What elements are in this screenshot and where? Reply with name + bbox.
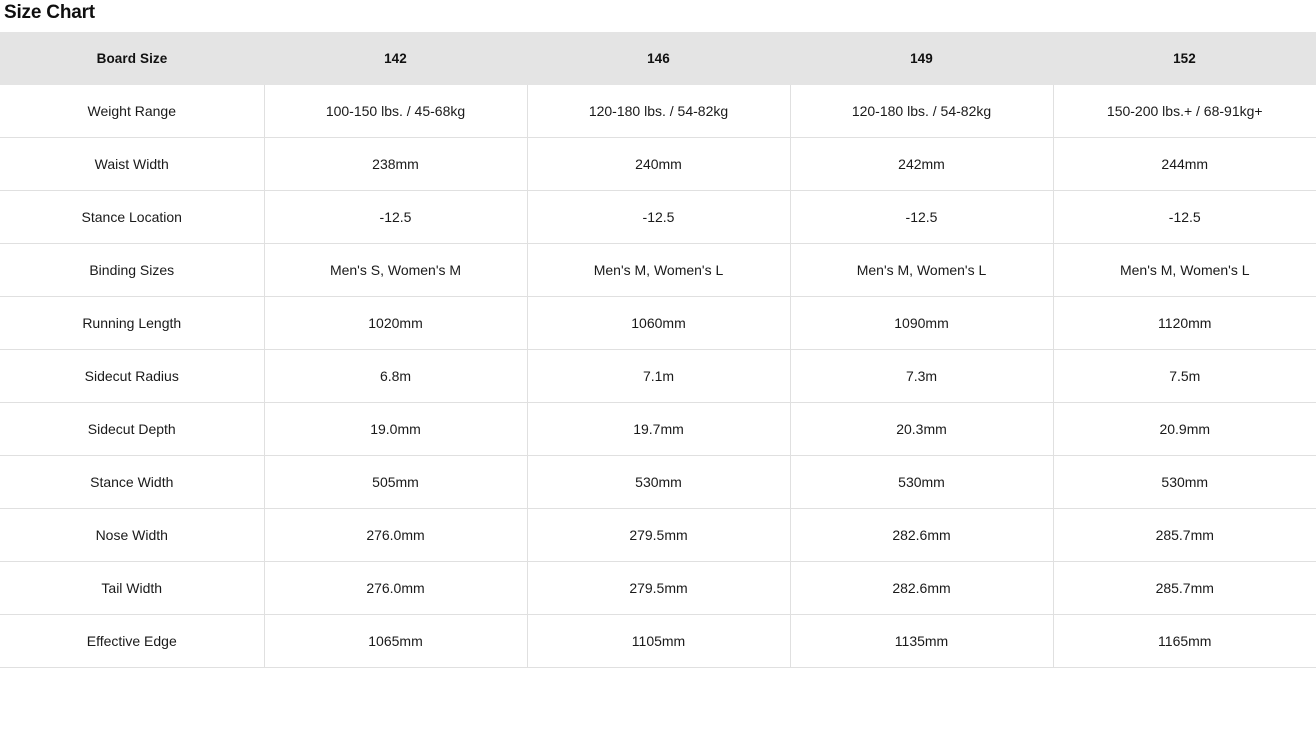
- table-cell: 1020mm: [264, 297, 527, 350]
- table-cell: -12.5: [264, 191, 527, 244]
- row-label: Weight Range: [0, 85, 264, 138]
- table-cell: -12.5: [790, 191, 1053, 244]
- table-cell: 530mm: [527, 456, 790, 509]
- table-cell: 7.3m: [790, 350, 1053, 403]
- table-cell: 1165mm: [1053, 615, 1316, 668]
- table-cell: 120-180 lbs. / 54-82kg: [527, 85, 790, 138]
- table-cell: 282.6mm: [790, 509, 1053, 562]
- table-cell: Men's M, Women's L: [1053, 244, 1316, 297]
- table-row: [0, 244, 1316, 297]
- column-header-152: 152: [1173, 51, 1196, 66]
- table-cell: 238mm: [264, 138, 527, 191]
- table-row: [0, 562, 1316, 615]
- table-row: [0, 403, 1316, 456]
- table-cell: 530mm: [1053, 456, 1316, 509]
- table-cell: 6.8m: [264, 350, 527, 403]
- row-label: Binding Sizes: [0, 244, 264, 297]
- table-cell: 1120mm: [1053, 297, 1316, 350]
- row-label: Waist Width: [0, 138, 264, 191]
- row-label: Running Length: [0, 297, 264, 350]
- table-cell: Men's S, Women's M: [264, 244, 527, 297]
- row-label: Stance Width: [0, 456, 264, 509]
- row-label: Stance Location: [0, 191, 264, 244]
- table-cell: 240mm: [527, 138, 790, 191]
- table-row: [0, 297, 1316, 350]
- table-cell: 276.0mm: [264, 562, 527, 615]
- row-label: Sidecut Radius: [0, 350, 264, 403]
- table-cell: 19.7mm: [527, 403, 790, 456]
- table-cell: 150-200 lbs.+ / 68-91kg+: [1053, 85, 1316, 138]
- column-header-149: 149: [910, 51, 933, 66]
- table-cell: 1090mm: [790, 297, 1053, 350]
- table-row: [0, 85, 1316, 138]
- column-header-142: 142: [384, 51, 407, 66]
- table-cell: 7.5m: [1053, 350, 1316, 403]
- table-cell: -12.5: [527, 191, 790, 244]
- table-cell: 1065mm: [264, 615, 527, 668]
- table-cell: 7.1m: [527, 350, 790, 403]
- table-header-row: [0, 32, 1316, 85]
- table-cell: 279.5mm: [527, 509, 790, 562]
- row-label: Sidecut Depth: [0, 403, 264, 456]
- size-chart-table: [0, 32, 1316, 668]
- table-cell: 19.0mm: [264, 403, 527, 456]
- table-cell: 120-180 lbs. / 54-82kg: [790, 85, 1053, 138]
- table-cell: 1105mm: [527, 615, 790, 668]
- table-row: [0, 138, 1316, 191]
- table-row: [0, 350, 1316, 403]
- table-cell: 20.9mm: [1053, 403, 1316, 456]
- table-body: [0, 85, 1316, 668]
- table-cell: 1135mm: [790, 615, 1053, 668]
- table-row: [0, 615, 1316, 668]
- table-cell: 100-150 lbs. / 45-68kg: [264, 85, 527, 138]
- table-cell: 279.5mm: [527, 562, 790, 615]
- table-cell: 530mm: [790, 456, 1053, 509]
- row-label: Effective Edge: [0, 615, 264, 668]
- table-cell: Men's M, Women's L: [527, 244, 790, 297]
- row-label: Nose Width: [0, 509, 264, 562]
- column-header-board-size: Board Size: [96, 51, 168, 66]
- table-cell: 282.6mm: [790, 562, 1053, 615]
- table-cell: 276.0mm: [264, 509, 527, 562]
- table-row: [0, 191, 1316, 244]
- table-row: [0, 509, 1316, 562]
- table-cell: 285.7mm: [1053, 509, 1316, 562]
- page-title: Size Chart: [4, 2, 95, 23]
- table-cell: Men's M, Women's L: [790, 244, 1053, 297]
- table-cell: 242mm: [790, 138, 1053, 191]
- table-header: [0, 32, 1316, 85]
- table-cell: 20.3mm: [790, 403, 1053, 456]
- table-cell: 505mm: [264, 456, 527, 509]
- table-row: [0, 456, 1316, 509]
- table-cell: -12.5: [1053, 191, 1316, 244]
- table-cell: 1060mm: [527, 297, 790, 350]
- row-label: Tail Width: [0, 562, 264, 615]
- column-header-146: 146: [647, 51, 670, 66]
- table-cell: 244mm: [1053, 138, 1316, 191]
- table-cell: 285.7mm: [1053, 562, 1316, 615]
